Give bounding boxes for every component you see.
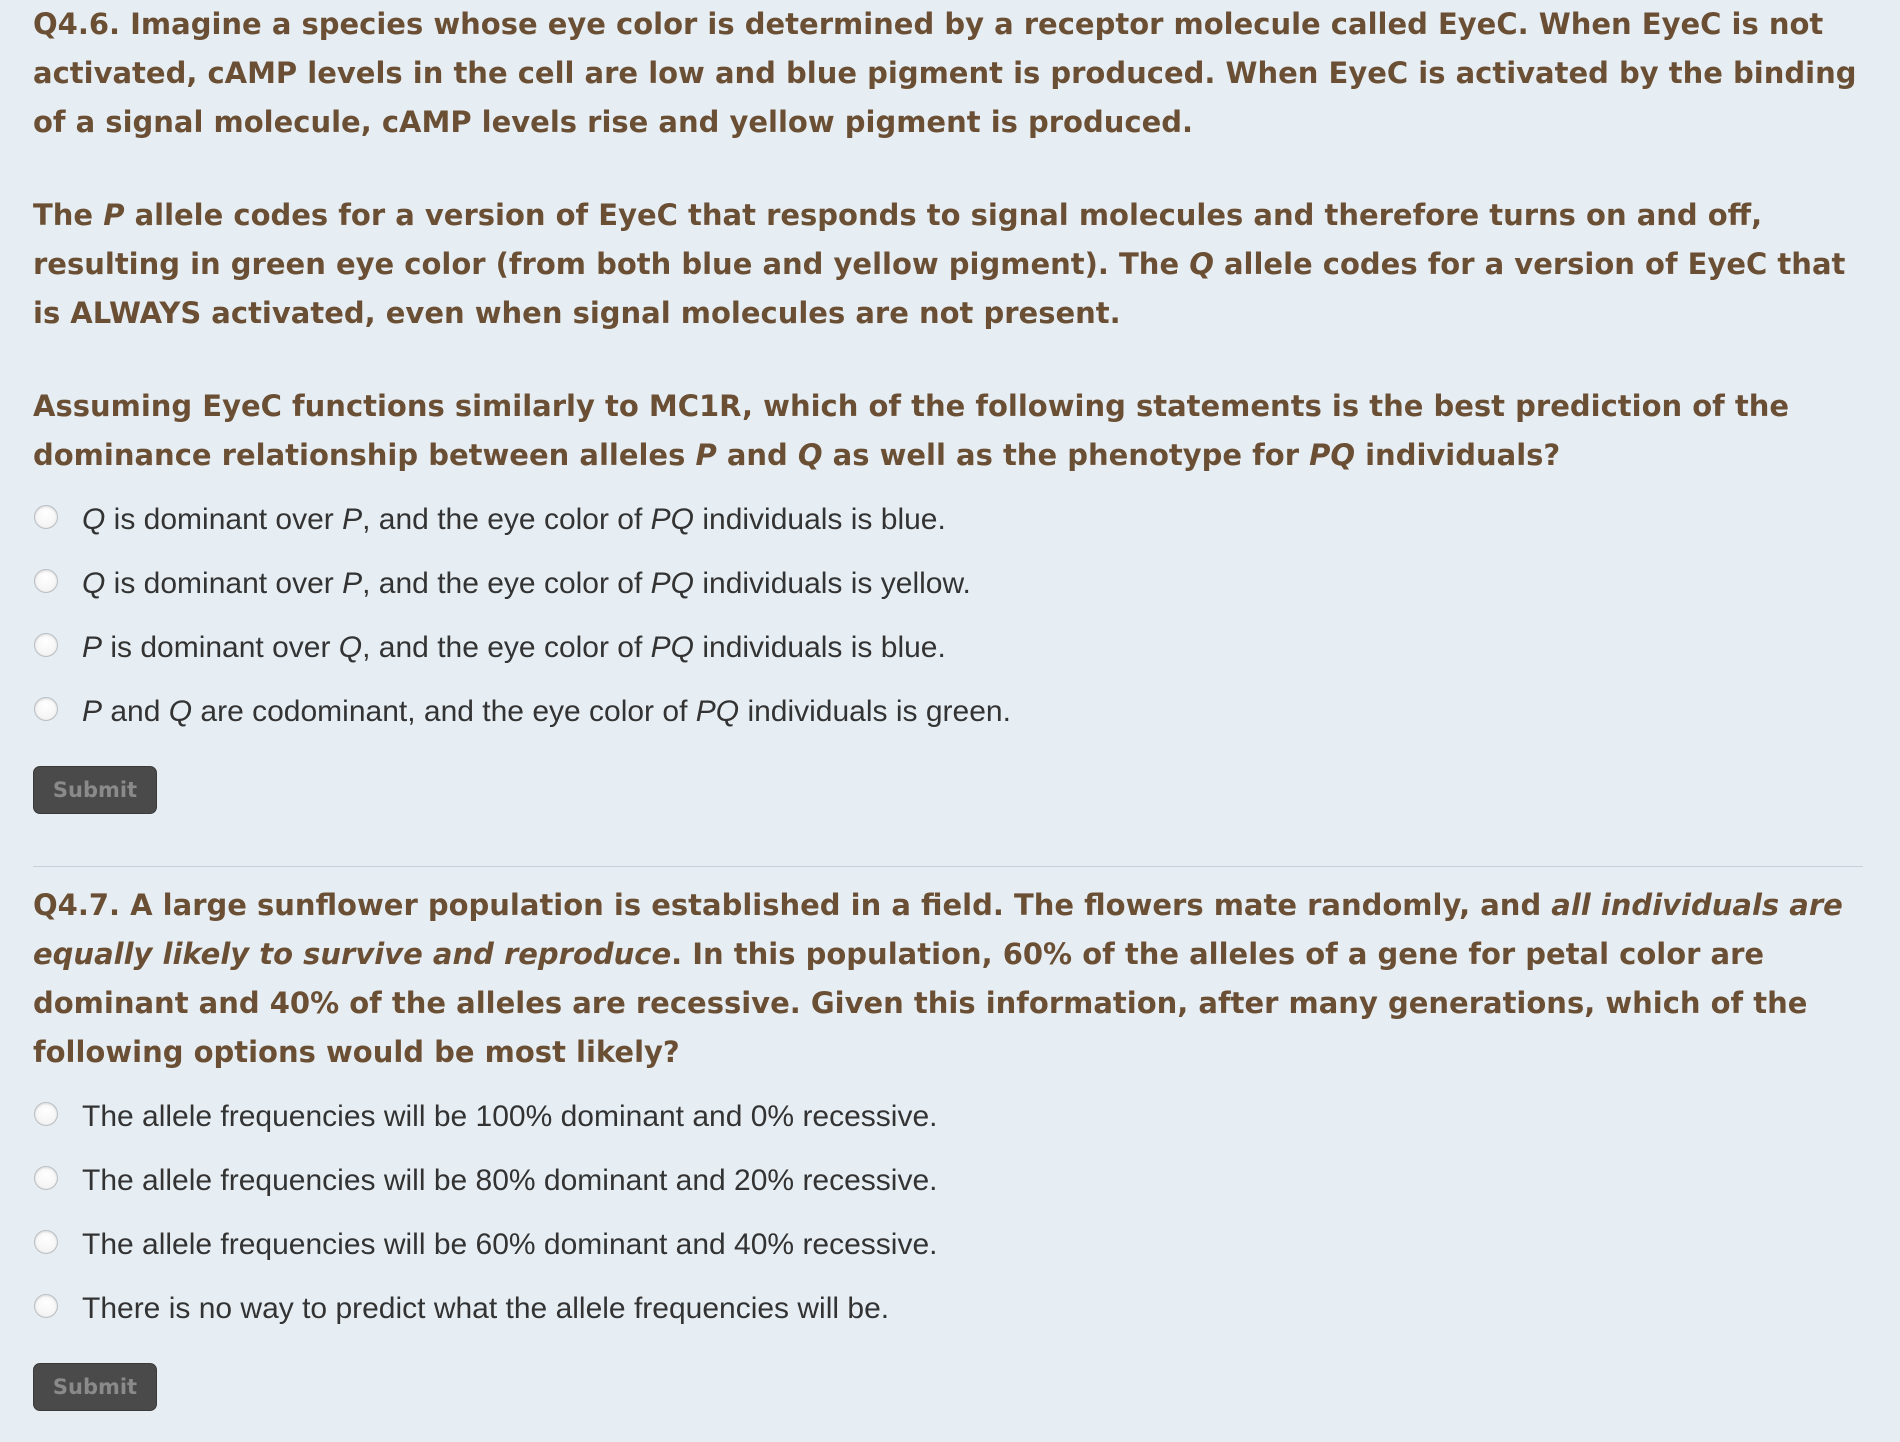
q47-options [33,1085,1863,1341]
q47-option-2[interactable] [33,1149,1863,1213]
radio-button[interactable] [34,697,58,721]
option-label: P and Q are codominant, and the eye color of PQ individuals is green. [82,695,1011,728]
radio-button[interactable] [34,569,58,593]
q46-prompt: Assuming EyeC functions similarly to MC1R, which of the following statements is the best prediction of the dominance relationship between alleles P and Q as well as the phenotype for PQ individuals? [33,389,1790,472]
option-label: The allele frequencies will be 80% dominant and 20% recessive. [82,1164,938,1197]
q46-alleles-description: The P allele codes for a version of EyeC that responds to signal molecules and therefore turns on and off, resulting in green eye color (from both blue and yellow pigment). The Q allele codes for a version of EyeC that is ALWAYS activated, even when signal molecules are not present. [33,198,1846,330]
question-4-6 [33,0,1863,814]
radio-button[interactable] [34,1166,58,1190]
q46-submit-button[interactable]: Submit [33,766,157,814]
option-label: There is no way to predict what the allele frequencies will be. [82,1292,890,1325]
q47-option-1[interactable] [33,1085,1863,1149]
q46-intro: Q4.6. Imagine a species whose eye color is determined by a receptor molecule called EyeC. When EyeC is not activated, cAMP levels in the cell are low and blue pigment is produced. When EyeC is activated by the binding of a signal molecule, cAMP levels rise and yellow pigment is produced. [33,7,1857,139]
q46-option-3[interactable] [33,616,1863,680]
question-divider [33,866,1863,867]
option-label: P is dominant over Q, and the eye color of PQ individuals is blue. [82,631,946,664]
option-label: The allele frequencies will be 100% dominant and 0% recessive. [82,1100,938,1133]
q47-option-4[interactable] [33,1277,1863,1341]
option-label: Q is dominant over P, and the eye color of PQ individuals is yellow. [82,567,971,600]
option-label: Q is dominant over P, and the eye color of PQ individuals is blue. [82,503,946,536]
q47-option-3[interactable] [33,1213,1863,1277]
q46-options [33,488,1863,744]
radio-button[interactable] [34,505,58,529]
q46-option-2[interactable] [33,552,1863,616]
radio-button[interactable] [34,1294,58,1318]
q47-submit-button[interactable]: Submit [33,1363,157,1411]
radio-button[interactable] [34,1102,58,1126]
q46-option-1[interactable] [33,488,1863,552]
q46-option-4[interactable] [33,680,1863,744]
option-label: The allele frequencies will be 60% dominant and 40% recessive. [82,1228,938,1261]
radio-button[interactable] [34,1230,58,1254]
radio-button[interactable] [34,633,58,657]
quiz-page [33,0,1863,1411]
q47-prompt: Q4.7. A large sunflower population is established in a field. The flowers mate randomly, and all individuals are equally likely to survive and reproduce. In this population, 60% of the alleles of a gene for petal color are dominant and 40% of the alleles are recessive. Given this information, after many generations, which of the following options would be most likely? [33,888,1843,1069]
question-4-7 [33,881,1863,1411]
